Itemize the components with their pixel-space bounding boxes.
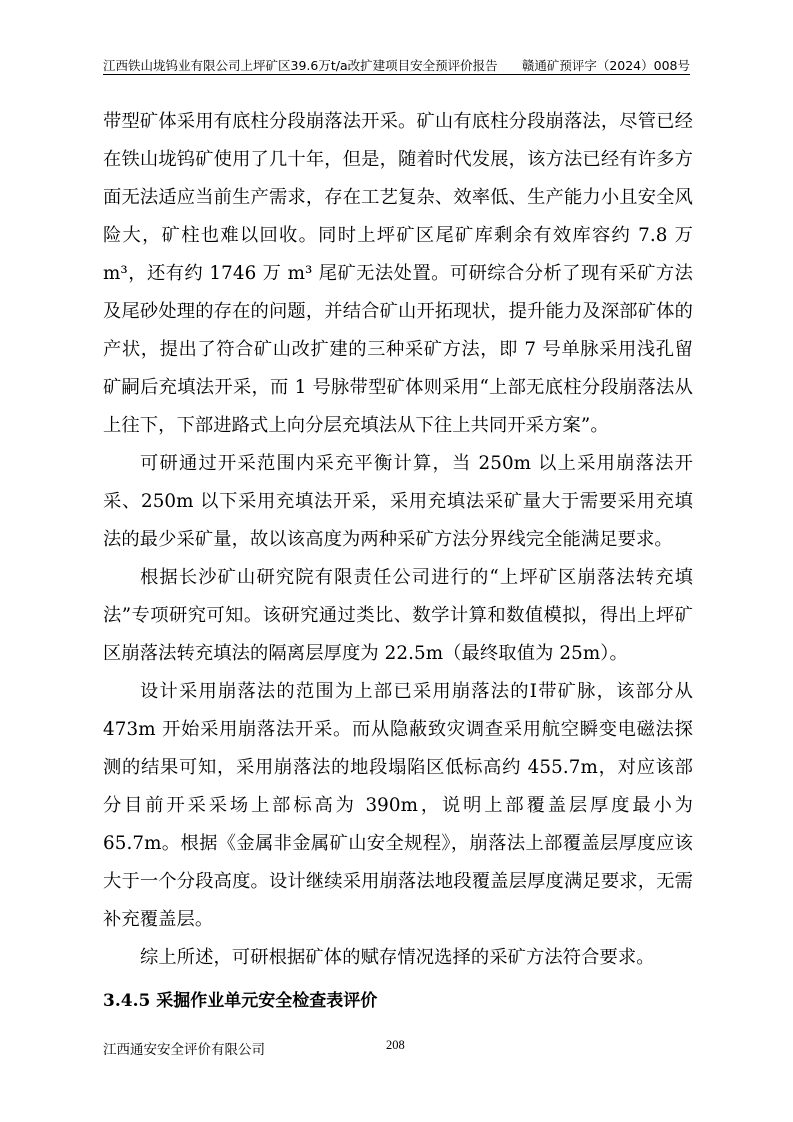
paragraph-5: 综上所述，可研根据矿体的赋存情况选择的采矿方法符合要求。 bbox=[140, 947, 655, 968]
header-report-title: 江西铁山垅钨业有限公司上坪矿区39.6万t/a改扩建项目安全预评价报告 bbox=[103, 58, 498, 73]
header-rule bbox=[103, 74, 690, 75]
body-text bbox=[103, 103, 693, 977]
page-header bbox=[103, 56, 690, 76]
page-number: 208 bbox=[386, 1038, 405, 1052]
paragraph-3: 根据长沙矿山研究院有限责任公司进行的“上坪矿区崩落法转充填法”专项研究可知。该研究通过类比、数学计算和数值模拟，得出上坪矿区崩落法转充填法的隔离层厚度为 22.5m（最终取值为 25m）。 bbox=[103, 567, 693, 664]
paragraph-2: 可研通过开采范围内采充平衡计算，当 250m 以上采用崩落法开采、250m 以下采用充填法开采，采用充填法采矿量大于需要采用充填法的最少采矿量，故以该高度为两种采矿方法分界线完全能满足要求。 bbox=[103, 453, 693, 550]
paragraph-1: 带型矿体采用有底柱分段崩落法开采。矿山有底柱分段崩落法，尽管已经在铁山垅钨矿使用了几十年，但是，随着时代发展，该方法已经有许多方面无法适应当前生产需求，存在工艺复杂、效率低、生产能力小且安全风险大，矿柱也难以回收。同时上坪矿区尾矿库剩余有效库容约 7.8 万 m³，还有约 1746 万 m³ 尾矿无法处置。可研综合分析了现有采矿方法及尾砂处理的存在的问题，并结合矿山开拓现状，提升能力及深部矿体的产状，提出了符合矿山改扩建的三种采矿方法，即 7 号单脉采用浅孔留矿嗣后充填法开采，而 1 号脉带型矿体则采用“上部无底柱分段崩落法从上往下，下部进路式上向分层充填法从下往上共同开采方案”。 bbox=[103, 111, 693, 436]
header-document-number: 赣通矿预评字（2024）008号 bbox=[521, 58, 690, 73]
paragraph-4: 设计采用崩落法的范围为上部已采用崩落法的Ⅰ带矿脉，该部分从 473m 开始采用崩落法开采。而从隐蔽致灾调查采用航空瞬变电磁法探测的结果可知，采用崩落法的地段塌陷区低标高约 455.7m，对应该部分目前开采采场上部标高为 390m，说明上部覆盖层厚度最小为 65.7m。根据《金属非金属矿山安全规程》，崩落法上部覆盖层厚度应该大于一个分段高度。设计继续采用崩落法地段覆盖层厚度满足要求，无需补充覆盖层。 bbox=[103, 681, 693, 930]
footer-company: 江西通安安全评价有限公司 bbox=[103, 1042, 265, 1058]
section-heading: 3.4.5 采掘作业单元安全检查表评价 bbox=[103, 991, 378, 1011]
